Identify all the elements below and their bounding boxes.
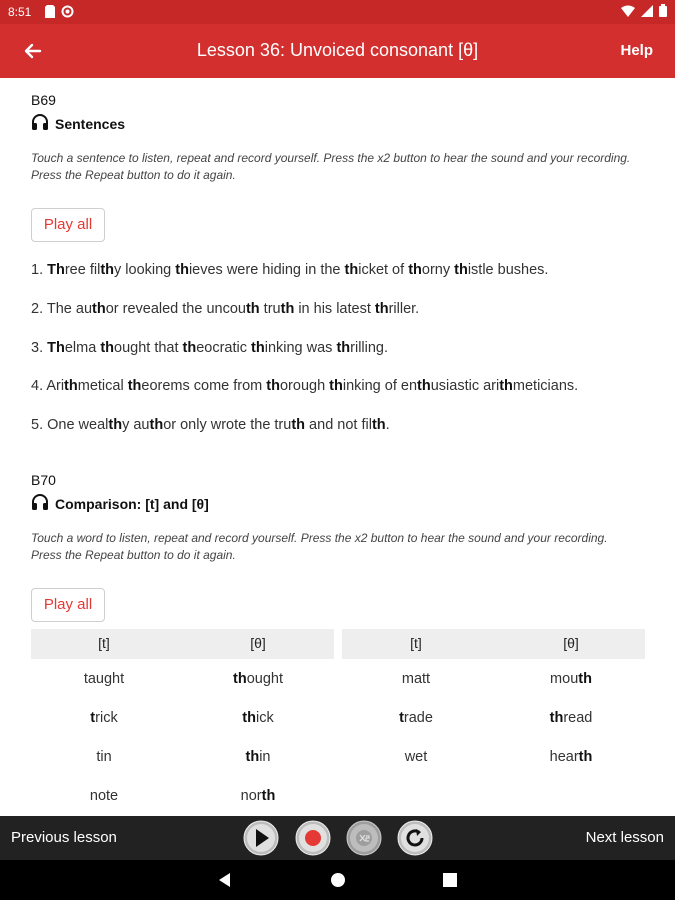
play-all-button[interactable]: Play all [31, 208, 105, 242]
x2-icon[interactable] [346, 820, 382, 856]
repeat-icon[interactable] [397, 820, 433, 856]
word-cell[interactable]: trick [90, 710, 118, 726]
section-code: B70 [31, 472, 56, 488]
column-header: [t] [98, 635, 110, 651]
section-code: B69 [31, 92, 56, 108]
system-nav-bar [0, 860, 675, 900]
word-cell[interactable]: thought [233, 671, 283, 687]
battery-icon [659, 4, 667, 20]
word-cell[interactable]: trade [399, 710, 433, 726]
previous-lesson-button[interactable]: Previous lesson [11, 829, 117, 846]
column-header: [θ] [250, 635, 266, 651]
column-header: [θ] [563, 635, 579, 651]
sentence-item[interactable]: 1. Three filthy looking thieves were hiding in the thicket of thorny thistle bushes. [31, 262, 549, 278]
headphones-icon [31, 493, 49, 514]
play-icon[interactable] [243, 820, 279, 856]
section-title: Sentences [55, 115, 126, 132]
section-instructions: Touch a sentence to listen, repeat and record yourself. Press the x2 button to hear the sound and your recording. Press the Repeat button to do it again. [31, 151, 631, 182]
bottom-bar [0, 816, 675, 860]
word-cell[interactable]: thick [242, 710, 274, 726]
record-icon[interactable] [295, 820, 331, 856]
sentence-item[interactable]: 2. The author revealed the uncouth truth in his latest thriller. [31, 301, 420, 317]
page-title: Lesson 36: Unvoiced consonant [θ] [196, 40, 479, 60]
word-cell[interactable]: wet [404, 749, 428, 765]
section-instructions: Touch a word to listen, repeat and record yourself. Press the x2 button to hear the sound and your recording. Press the Repeat button to do it again. [31, 531, 608, 562]
word-cell[interactable]: matt [401, 671, 431, 687]
word-cell[interactable]: tin [96, 749, 112, 765]
section-heading [31, 493, 209, 514]
section-title: Comparison: [t] and [θ] [55, 495, 209, 512]
app-bar [0, 24, 675, 78]
section-heading [31, 113, 125, 134]
sync-icon [61, 5, 74, 21]
lesson-content[interactable] [0, 78, 675, 816]
next-lesson-button[interactable]: Next lesson [585, 829, 664, 846]
word-cell[interactable]: taught [83, 671, 125, 687]
wifi-icon [621, 5, 635, 20]
word-cell[interactable]: mouth [550, 671, 592, 687]
word-cell[interactable]: thread [549, 710, 593, 726]
column-header: [t] [410, 635, 422, 651]
headphones-icon [31, 113, 49, 134]
sim-card-icon [45, 5, 55, 21]
signal-icon [641, 5, 653, 20]
word-cell[interactable]: note [89, 788, 119, 804]
sentence-item[interactable]: 3. Thelma thought that theocratic thinking was thrilling. [31, 340, 389, 356]
status-time: 8:51 [8, 5, 32, 19]
nav-recents-icon[interactable] [441, 871, 459, 889]
word-cell[interactable]: north [240, 788, 276, 804]
status-bar [0, 0, 675, 24]
word-cell[interactable]: thin [245, 749, 271, 765]
help-button[interactable]: Help [620, 42, 653, 59]
nav-back-icon[interactable] [216, 871, 234, 889]
play-all-button[interactable]: Play all [31, 588, 105, 622]
word-cell[interactable]: hearth [549, 749, 593, 765]
sentence-item[interactable]: 4. Arithmetical theorems come from thorough thinking of enthusiastic arithmeticians. [31, 378, 579, 394]
sentence-item[interactable]: 5. One wealthy author only wrote the truth and not filth. [31, 417, 390, 433]
nav-home-icon[interactable] [329, 871, 347, 889]
